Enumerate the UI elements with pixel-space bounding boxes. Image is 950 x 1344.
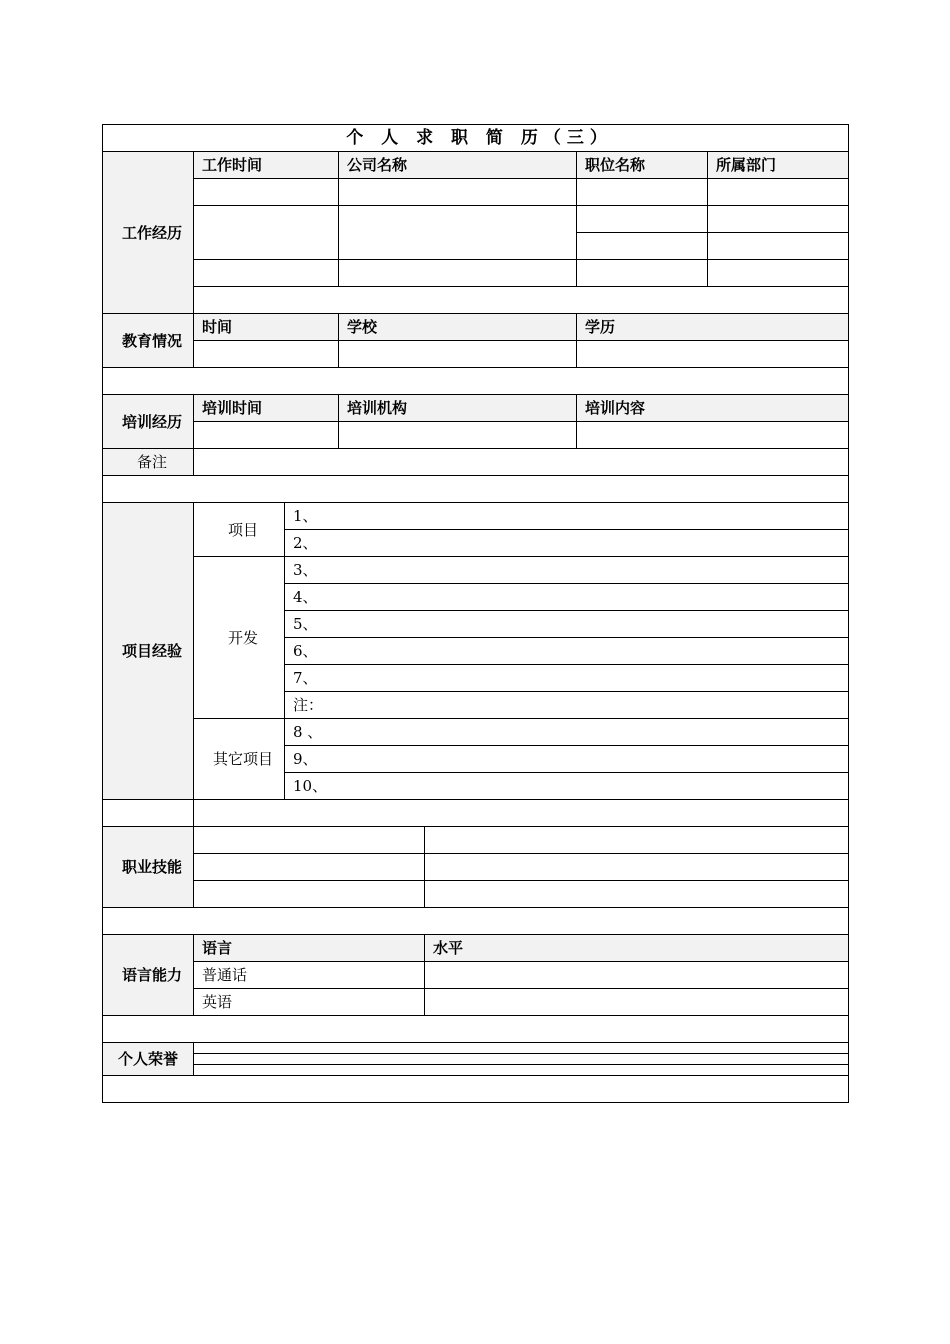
work-cell[interactable] — [194, 179, 339, 206]
skill-cell[interactable] — [425, 854, 849, 881]
project-item[interactable]: 7、 — [285, 665, 849, 692]
education-header-degree: 学历 — [577, 314, 849, 341]
work-header-company: 公司名称 — [339, 152, 577, 179]
work-cell[interactable] — [339, 260, 577, 287]
project-item[interactable]: 10、 — [285, 773, 849, 800]
project-item[interactable]: 9、 — [285, 746, 849, 773]
language-level-cell[interactable] — [425, 989, 849, 1016]
spacer-row — [103, 1016, 849, 1043]
work-section-label: 工作经历 — [103, 152, 194, 314]
language-section-label: 语言能力 — [103, 935, 194, 1016]
spacer-row — [194, 287, 849, 314]
skill-cell[interactable] — [425, 881, 849, 908]
project-item[interactable]: 4、 — [285, 584, 849, 611]
work-cell[interactable] — [708, 233, 849, 260]
education-header-school: 学校 — [339, 314, 577, 341]
education-header-time: 时间 — [194, 314, 339, 341]
language-name: 英语 — [194, 989, 425, 1016]
work-header-position: 职位名称 — [577, 152, 708, 179]
work-cell[interactable] — [708, 179, 849, 206]
project-item[interactable]: 1、 — [285, 503, 849, 530]
training-cell[interactable] — [339, 422, 577, 449]
training-section-label: 培训经历 — [103, 395, 194, 449]
spacer-row — [103, 908, 849, 935]
spacer-row — [103, 1076, 849, 1103]
work-cell[interactable] — [339, 206, 577, 260]
work-cell[interactable] — [708, 260, 849, 287]
language-name: 普通话 — [194, 962, 425, 989]
education-section-label: 教育情况 — [103, 314, 194, 368]
project-item[interactable]: 8 、 — [285, 719, 849, 746]
training-cell[interactable] — [194, 422, 339, 449]
education-cell[interactable] — [339, 341, 577, 368]
other-projects-group-label: 其它项目 — [194, 719, 285, 800]
spacer-row — [103, 800, 194, 827]
work-cell[interactable] — [194, 260, 339, 287]
spacer-row — [194, 800, 849, 827]
remark-cell[interactable] — [194, 449, 849, 476]
skill-cell[interactable] — [425, 827, 849, 854]
work-cell[interactable] — [708, 206, 849, 233]
work-cell[interactable] — [577, 233, 708, 260]
work-header-department: 所属部门 — [708, 152, 849, 179]
skill-cell[interactable] — [194, 827, 425, 854]
spacer-row — [103, 368, 849, 395]
work-cell[interactable] — [194, 206, 339, 260]
project-note[interactable]: 注： — [285, 692, 849, 719]
projects-section-label: 项目经验 — [103, 503, 194, 800]
language-header-language: 语言 — [194, 935, 425, 962]
honor-cell[interactable] — [194, 1043, 849, 1054]
honor-cell[interactable] — [194, 1054, 849, 1065]
remark-label: 备注 — [103, 449, 194, 476]
project-item[interactable]: 5、 — [285, 611, 849, 638]
spacer-row — [103, 476, 849, 503]
honors-section-label: 个人荣誉 — [103, 1043, 194, 1076]
project-group-label: 项目 — [194, 503, 285, 557]
training-header-content: 培训内容 — [577, 395, 849, 422]
develop-group-label: 开发 — [194, 557, 285, 719]
training-header-institution: 培训机构 — [339, 395, 577, 422]
skills-section-label: 职业技能 — [103, 827, 194, 908]
project-item[interactable]: 6、 — [285, 638, 849, 665]
project-item[interactable]: 3、 — [285, 557, 849, 584]
language-header-level: 水平 — [425, 935, 849, 962]
training-cell[interactable] — [577, 422, 849, 449]
skill-cell[interactable] — [194, 881, 425, 908]
education-cell[interactable] — [194, 341, 339, 368]
project-item[interactable]: 2、 — [285, 530, 849, 557]
page-title: 个 人 求 职 简 历（三） — [103, 125, 849, 152]
education-cell[interactable] — [577, 341, 849, 368]
honor-cell[interactable] — [194, 1065, 849, 1076]
training-header-time: 培训时间 — [194, 395, 339, 422]
work-cell[interactable] — [577, 179, 708, 206]
resume-table — [102, 124, 849, 1103]
language-level-cell[interactable] — [425, 962, 849, 989]
work-cell[interactable] — [577, 260, 708, 287]
work-cell[interactable] — [577, 206, 708, 233]
work-cell[interactable] — [339, 179, 577, 206]
work-header-time: 工作时间 — [194, 152, 339, 179]
skill-cell[interactable] — [194, 854, 425, 881]
